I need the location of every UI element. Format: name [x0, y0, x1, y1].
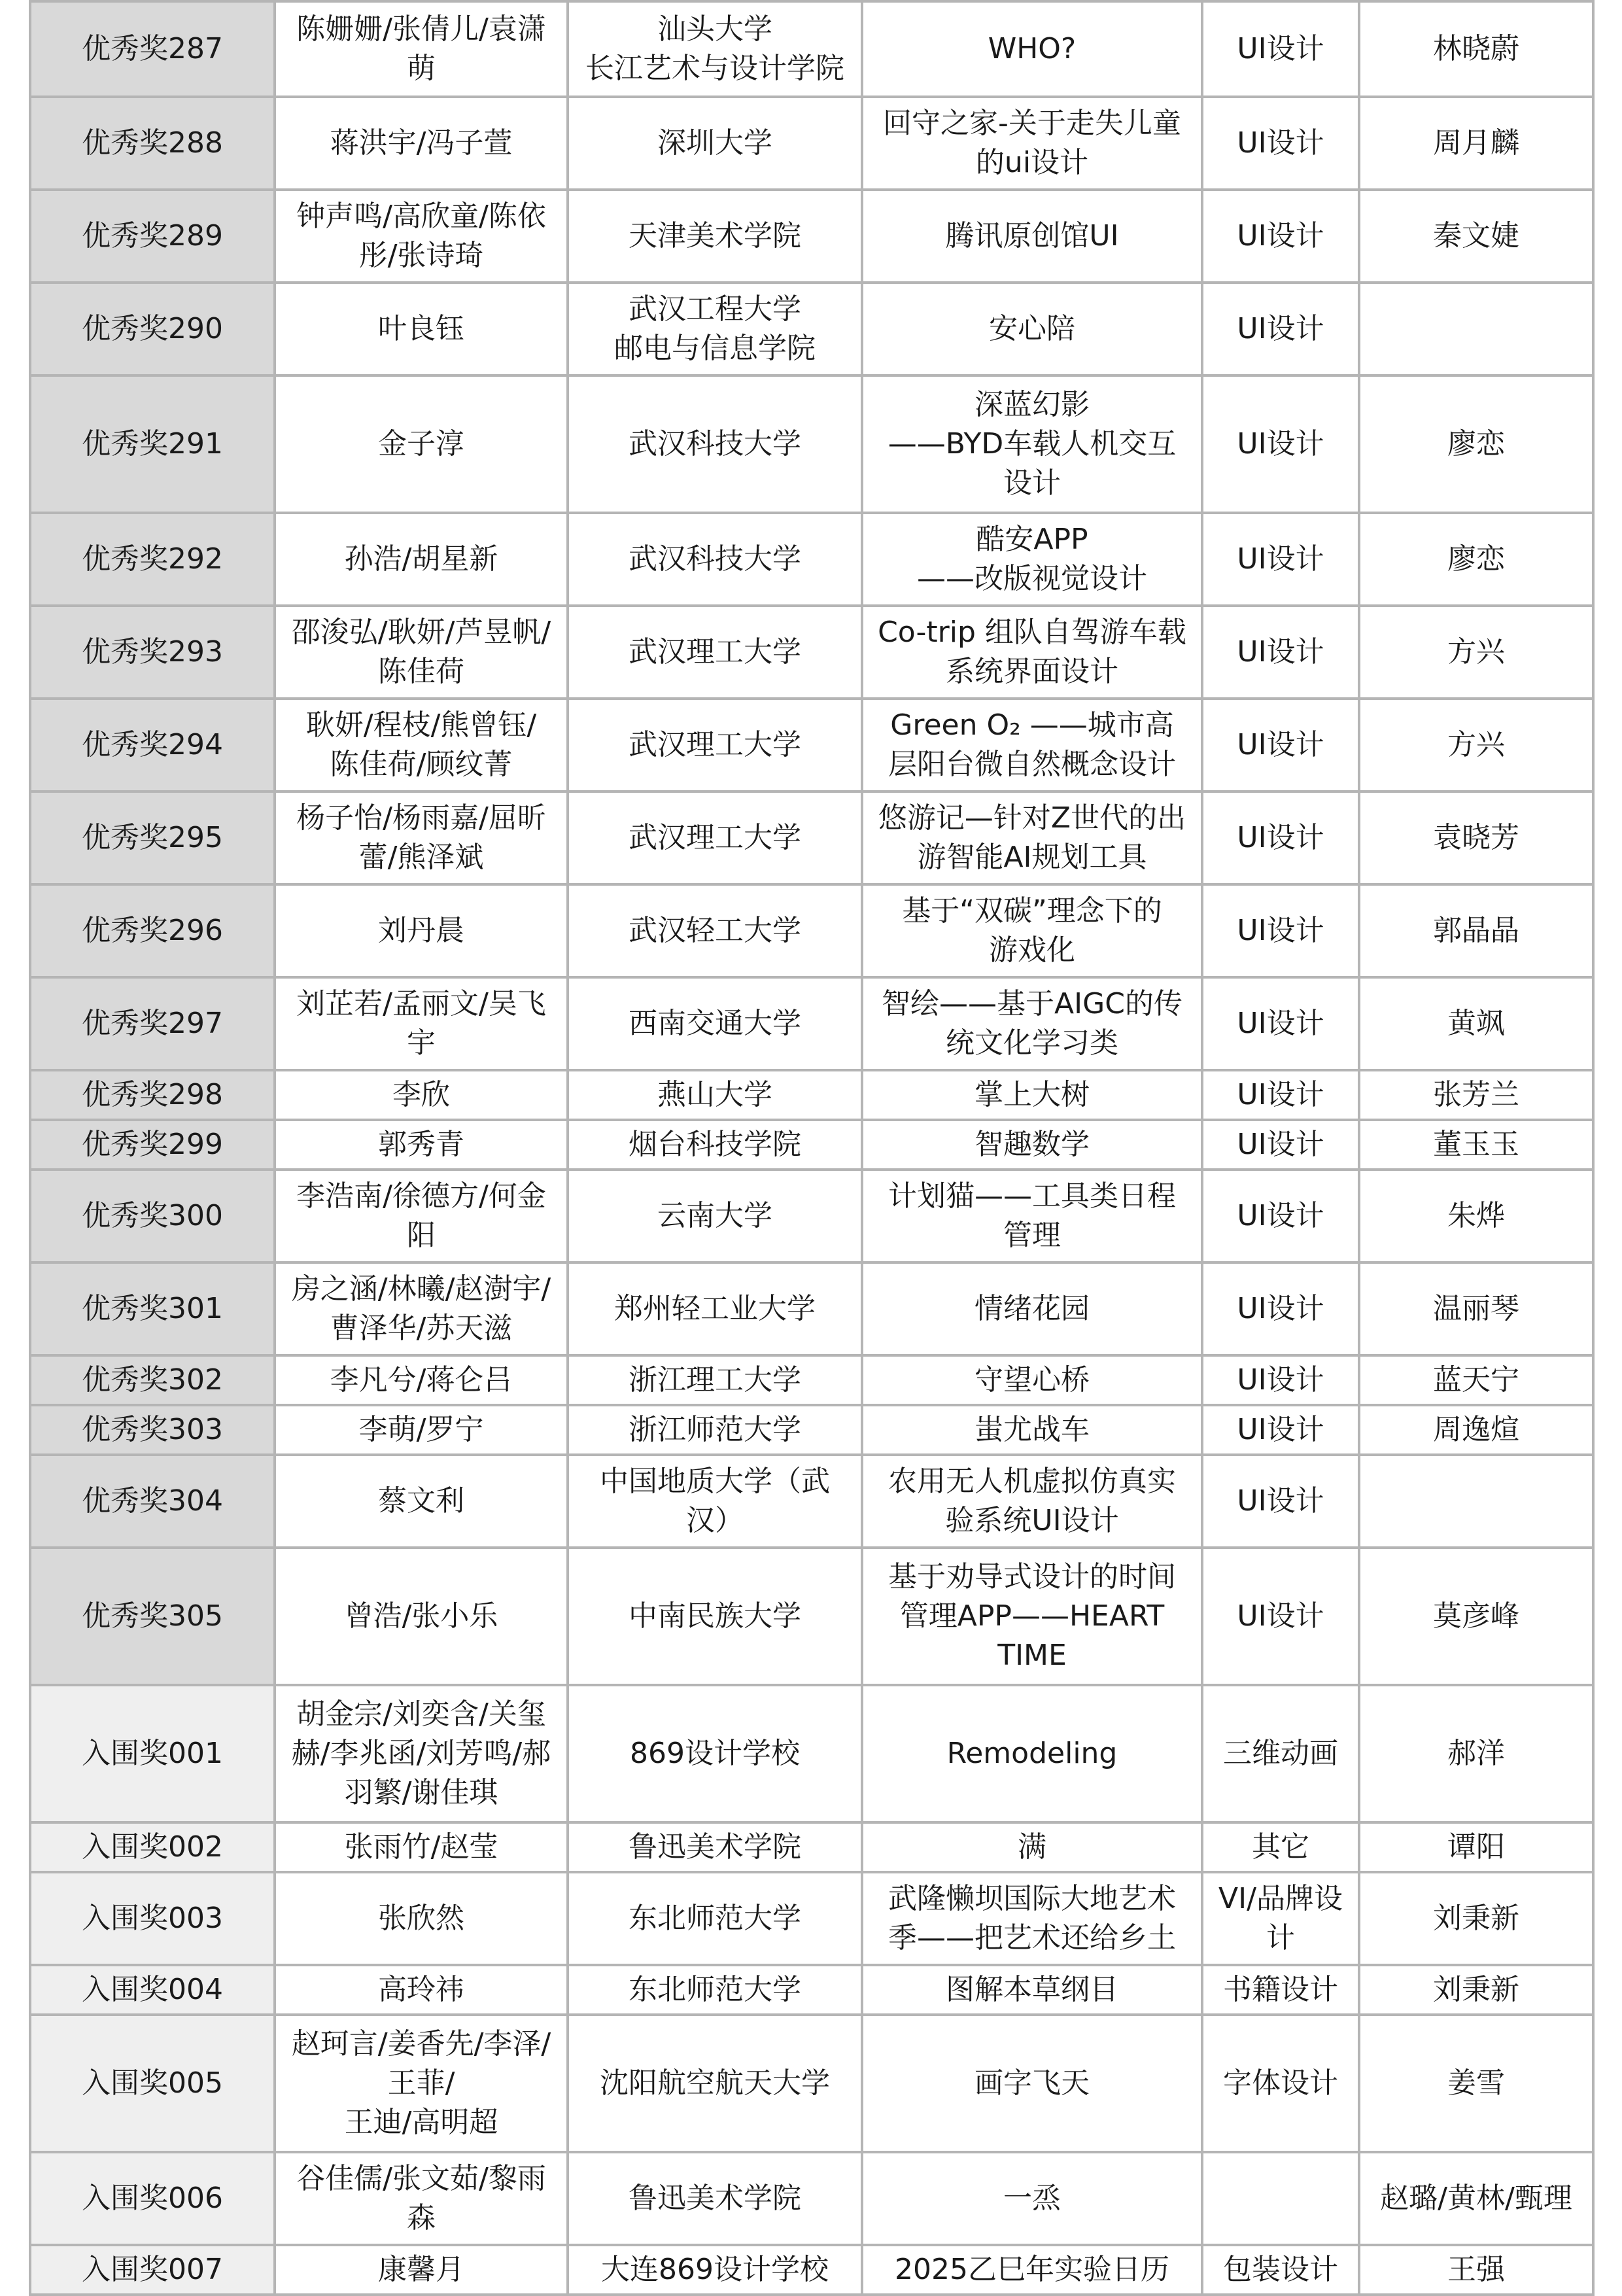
category-cell: 其它 — [1202, 1822, 1359, 1872]
category-cell: UI设计 — [1202, 1262, 1359, 1355]
advisor-cell: 郭晶晶 — [1359, 884, 1593, 977]
table-row — [30, 1262, 1593, 1355]
work-title-cell: 农用无人机虚拟仿真实 验系统UI设计 — [862, 1455, 1202, 1548]
advisor-cell: 周逸煊 — [1359, 1405, 1593, 1455]
category-cell: UI设计 — [1202, 1070, 1359, 1120]
award-cell: 优秀奖291 — [30, 375, 275, 513]
category-cell: UI设计 — [1202, 1, 1359, 97]
school-cell: 中南民族大学 — [568, 1548, 862, 1685]
award-table — [29, 0, 1595, 2296]
school-cell: 天津美术学院 — [568, 190, 862, 283]
table-row — [30, 1, 1593, 97]
work-title-cell: 图解本草纲目 — [862, 1965, 1202, 2015]
table-row — [30, 606, 1593, 699]
table-row — [30, 884, 1593, 977]
category-cell: UI设计 — [1202, 1405, 1359, 1455]
category-cell: UI设计 — [1202, 513, 1359, 606]
advisor-cell — [1359, 283, 1593, 375]
advisor-cell: 廖恋 — [1359, 375, 1593, 513]
table-row — [30, 1405, 1593, 1455]
table-row — [30, 1120, 1593, 1170]
school-cell: 鲁迅美术学院 — [568, 2152, 862, 2245]
work-title-cell: Co-trip 组队自驾游车载 系统界面设计 — [862, 606, 1202, 699]
school-cell: 烟台科技学院 — [568, 1120, 862, 1170]
work-title-cell: 安心陪 — [862, 283, 1202, 375]
award-cell: 优秀奖295 — [30, 791, 275, 884]
award-cell: 优秀奖287 — [30, 1, 275, 97]
work-title-cell: 回守之家-关于走失儿童 的ui设计 — [862, 97, 1202, 190]
category-cell: VI/品牌设 计 — [1202, 1872, 1359, 1965]
authors-cell: 胡金宗/刘奕含/关玺 赫/李兆函/刘芳鸣/郝 羽繁/谢佳琪 — [275, 1685, 568, 1822]
award-cell: 优秀奖293 — [30, 606, 275, 699]
table-row — [30, 1455, 1593, 1548]
work-title-cell: 智趣数学 — [862, 1120, 1202, 1170]
work-title-cell: 情绪花园 — [862, 1262, 1202, 1355]
authors-cell: 康馨月 — [275, 2245, 568, 2295]
advisor-cell: 周月麟 — [1359, 97, 1593, 190]
award-cell: 优秀奖296 — [30, 884, 275, 977]
category-cell — [1202, 2152, 1359, 2245]
authors-cell: 金子淳 — [275, 375, 568, 513]
category-cell: UI设计 — [1202, 1455, 1359, 1548]
table-row — [30, 2152, 1593, 2245]
award-cell: 优秀奖292 — [30, 513, 275, 606]
advisor-cell: 董玉玉 — [1359, 1120, 1593, 1170]
work-title-cell: 基于劝导式设计的时间 管理APP——HEART TIME — [862, 1548, 1202, 1685]
award-cell: 优秀奖294 — [30, 699, 275, 791]
work-title-cell: 满 — [862, 1822, 1202, 1872]
advisor-cell: 黄飒 — [1359, 977, 1593, 1070]
school-cell: 武汉理工大学 — [568, 606, 862, 699]
authors-cell: 叶良钰 — [275, 283, 568, 375]
work-title-cell: 悠游记—针对Z世代的出 游智能AI规划工具 — [862, 791, 1202, 884]
table-row — [30, 1872, 1593, 1965]
award-cell: 入围奖004 — [30, 1965, 275, 2015]
advisor-cell: 方兴 — [1359, 606, 1593, 699]
category-cell: UI设计 — [1202, 884, 1359, 977]
table-body — [30, 1, 1593, 2295]
advisor-cell: 朱烨 — [1359, 1170, 1593, 1262]
school-cell: 鲁迅美术学院 — [568, 1822, 862, 1872]
school-cell: 武汉理工大学 — [568, 699, 862, 791]
school-cell: 东北师范大学 — [568, 1872, 862, 1965]
award-cell: 优秀奖299 — [30, 1120, 275, 1170]
award-cell: 入围奖003 — [30, 1872, 275, 1965]
work-title-cell: 深蓝幻影 ——BYD车载人机交互 设计 — [862, 375, 1202, 513]
advisor-cell: 温丽琴 — [1359, 1262, 1593, 1355]
work-title-cell: 守望心桥 — [862, 1355, 1202, 1405]
category-cell: UI设计 — [1202, 1355, 1359, 1405]
category-cell: UI设计 — [1202, 283, 1359, 375]
school-cell: 中国地质大学（武 汉） — [568, 1455, 862, 1548]
school-cell: 沈阳航空航天大学 — [568, 2015, 862, 2152]
category-cell: UI设计 — [1202, 791, 1359, 884]
table-row — [30, 2245, 1593, 2295]
work-title-cell: 一烝 — [862, 2152, 1202, 2245]
award-cell: 优秀奖303 — [30, 1405, 275, 1455]
authors-cell: 李浩南/徐德方/何金 阳 — [275, 1170, 568, 1262]
category-cell: UI设计 — [1202, 699, 1359, 791]
advisor-cell: 刘秉新 — [1359, 1872, 1593, 1965]
advisor-cell: 方兴 — [1359, 699, 1593, 791]
school-cell: 869设计学校 — [568, 1685, 862, 1822]
category-cell: UI设计 — [1202, 1548, 1359, 1685]
category-cell: 三维动画 — [1202, 1685, 1359, 1822]
category-cell: UI设计 — [1202, 190, 1359, 283]
table-row — [30, 375, 1593, 513]
authors-cell: 刘芷若/孟丽文/吴飞 宇 — [275, 977, 568, 1070]
work-title-cell: 计划猫——工具类日程 管理 — [862, 1170, 1202, 1262]
school-cell: 浙江师范大学 — [568, 1405, 862, 1455]
category-cell: UI设计 — [1202, 1170, 1359, 1262]
authors-cell: 赵珂言/姜香先/李泽/ 王菲/ 王迪/高明超 — [275, 2015, 568, 2152]
category-cell: UI设计 — [1202, 97, 1359, 190]
table-row — [30, 1170, 1593, 1262]
table-row — [30, 1822, 1593, 1872]
school-cell: 武汉科技大学 — [568, 375, 862, 513]
award-cell: 优秀奖290 — [30, 283, 275, 375]
award-cell: 入围奖006 — [30, 2152, 275, 2245]
table-row — [30, 190, 1593, 283]
award-cell: 优秀奖300 — [30, 1170, 275, 1262]
advisor-cell: 莫彦峰 — [1359, 1548, 1593, 1685]
authors-cell: 房之涵/林曦/赵澍宇/ 曹泽华/苏天滋 — [275, 1262, 568, 1355]
school-cell: 郑州轻工业大学 — [568, 1262, 862, 1355]
authors-cell: 曾浩/张小乐 — [275, 1548, 568, 1685]
table-row — [30, 1070, 1593, 1120]
school-cell: 东北师范大学 — [568, 1965, 862, 2015]
work-title-cell: 画字飞天 — [862, 2015, 1202, 2152]
advisor-cell: 王强 — [1359, 2245, 1593, 2295]
authors-cell: 邵浚弘/耿妍/芦昱帆/ 陈佳荷 — [275, 606, 568, 699]
advisor-cell — [1359, 1455, 1593, 1548]
advisor-cell: 姜雪 — [1359, 2015, 1593, 2152]
table-row — [30, 1965, 1593, 2015]
advisor-cell: 张芳兰 — [1359, 1070, 1593, 1120]
work-title-cell: Green O₂ ——城市高 层阳台微自然概念设计 — [862, 699, 1202, 791]
school-cell: 云南大学 — [568, 1170, 862, 1262]
authors-cell: 耿妍/程枝/熊曾钰/ 陈佳荷/顾纹菁 — [275, 699, 568, 791]
authors-cell: 钟声鸣/高欣童/陈依 彤/张诗琦 — [275, 190, 568, 283]
work-title-cell: 基于“双碳”理念下的 游戏化 — [862, 884, 1202, 977]
work-title-cell: 腾讯原创馆UI — [862, 190, 1202, 283]
award-cell: 入围奖007 — [30, 2245, 275, 2295]
table-row — [30, 1548, 1593, 1685]
authors-cell: 李凡兮/蒋仑吕 — [275, 1355, 568, 1405]
award-cell: 优秀奖297 — [30, 977, 275, 1070]
category-cell: 包装设计 — [1202, 2245, 1359, 2295]
authors-cell: 陈姗姗/张倩儿/袁潇 萌 — [275, 1, 568, 97]
table-row — [30, 2015, 1593, 2152]
work-title-cell: 智绘——基于AIGC的传 统文化学习类 — [862, 977, 1202, 1070]
advisor-cell: 谭阳 — [1359, 1822, 1593, 1872]
award-cell: 优秀奖302 — [30, 1355, 275, 1405]
authors-cell: 孙浩/胡星新 — [275, 513, 568, 606]
work-title-cell: 掌上大树 — [862, 1070, 1202, 1120]
authors-cell: 谷佳儒/张文茹/黎雨 森 — [275, 2152, 568, 2245]
table-row — [30, 977, 1593, 1070]
award-cell: 入围奖001 — [30, 1685, 275, 1822]
authors-cell: 李萌/罗宁 — [275, 1405, 568, 1455]
table-row — [30, 699, 1593, 791]
school-cell: 大连869设计学校 — [568, 2245, 862, 2295]
advisor-cell: 赵璐/黄林/甄理 — [1359, 2152, 1593, 2245]
work-title-cell: 蚩尤战车 — [862, 1405, 1202, 1455]
advisor-cell: 袁晓芳 — [1359, 791, 1593, 884]
table-row — [30, 513, 1593, 606]
authors-cell: 杨子怡/杨雨嘉/屈昕 蕾/熊泽斌 — [275, 791, 568, 884]
award-cell: 优秀奖288 — [30, 97, 275, 190]
work-title-cell: Remodeling — [862, 1685, 1202, 1822]
category-cell: UI设计 — [1202, 375, 1359, 513]
category-cell: 字体设计 — [1202, 2015, 1359, 2152]
category-cell: UI设计 — [1202, 606, 1359, 699]
school-cell: 武汉理工大学 — [568, 791, 862, 884]
advisor-cell: 廖恋 — [1359, 513, 1593, 606]
authors-cell: 张欣然 — [275, 1872, 568, 1965]
award-cell: 优秀奖304 — [30, 1455, 275, 1548]
table-row — [30, 97, 1593, 190]
advisor-cell: 郝洋 — [1359, 1685, 1593, 1822]
table-row — [30, 791, 1593, 884]
table-row — [30, 1355, 1593, 1405]
category-cell: UI设计 — [1202, 1120, 1359, 1170]
authors-cell: 蔡文利 — [275, 1455, 568, 1548]
work-title-cell: WHO? — [862, 1, 1202, 97]
award-cell: 入围奖002 — [30, 1822, 275, 1872]
school-cell: 武汉科技大学 — [568, 513, 862, 606]
advisor-cell: 刘秉新 — [1359, 1965, 1593, 2015]
school-cell: 武汉工程大学 邮电与信息学院 — [568, 283, 862, 375]
table-row — [30, 1685, 1593, 1822]
school-cell: 浙江理工大学 — [568, 1355, 862, 1405]
category-cell: UI设计 — [1202, 977, 1359, 1070]
authors-cell: 郭秀青 — [275, 1120, 568, 1170]
authors-cell: 刘丹晨 — [275, 884, 568, 977]
work-title-cell: 武隆懒坝国际大地艺术 季——把艺术还给乡土 — [862, 1872, 1202, 1965]
school-cell: 深圳大学 — [568, 97, 862, 190]
authors-cell: 张雨竹/赵莹 — [275, 1822, 568, 1872]
authors-cell: 蒋洪宇/冯子萱 — [275, 97, 568, 190]
school-cell: 燕山大学 — [568, 1070, 862, 1120]
award-cell: 优秀奖289 — [30, 190, 275, 283]
authors-cell: 李欣 — [275, 1070, 568, 1120]
award-cell: 入围奖005 — [30, 2015, 275, 2152]
advisor-cell: 林晓蔚 — [1359, 1, 1593, 97]
advisor-cell: 蓝天宁 — [1359, 1355, 1593, 1405]
award-cell: 优秀奖301 — [30, 1262, 275, 1355]
work-title-cell: 酷安APP ——改版视觉设计 — [862, 513, 1202, 606]
table-row — [30, 283, 1593, 375]
school-cell: 西南交通大学 — [568, 977, 862, 1070]
school-cell: 武汉轻工大学 — [568, 884, 862, 977]
advisor-cell: 秦文婕 — [1359, 190, 1593, 283]
school-cell: 汕头大学 长江艺术与设计学院 — [568, 1, 862, 97]
authors-cell: 高玲祎 — [275, 1965, 568, 2015]
award-cell: 优秀奖305 — [30, 1548, 275, 1685]
category-cell: 书籍设计 — [1202, 1965, 1359, 2015]
work-title-cell: 2025乙巳年实验日历 — [862, 2245, 1202, 2295]
award-cell: 优秀奖298 — [30, 1070, 275, 1120]
